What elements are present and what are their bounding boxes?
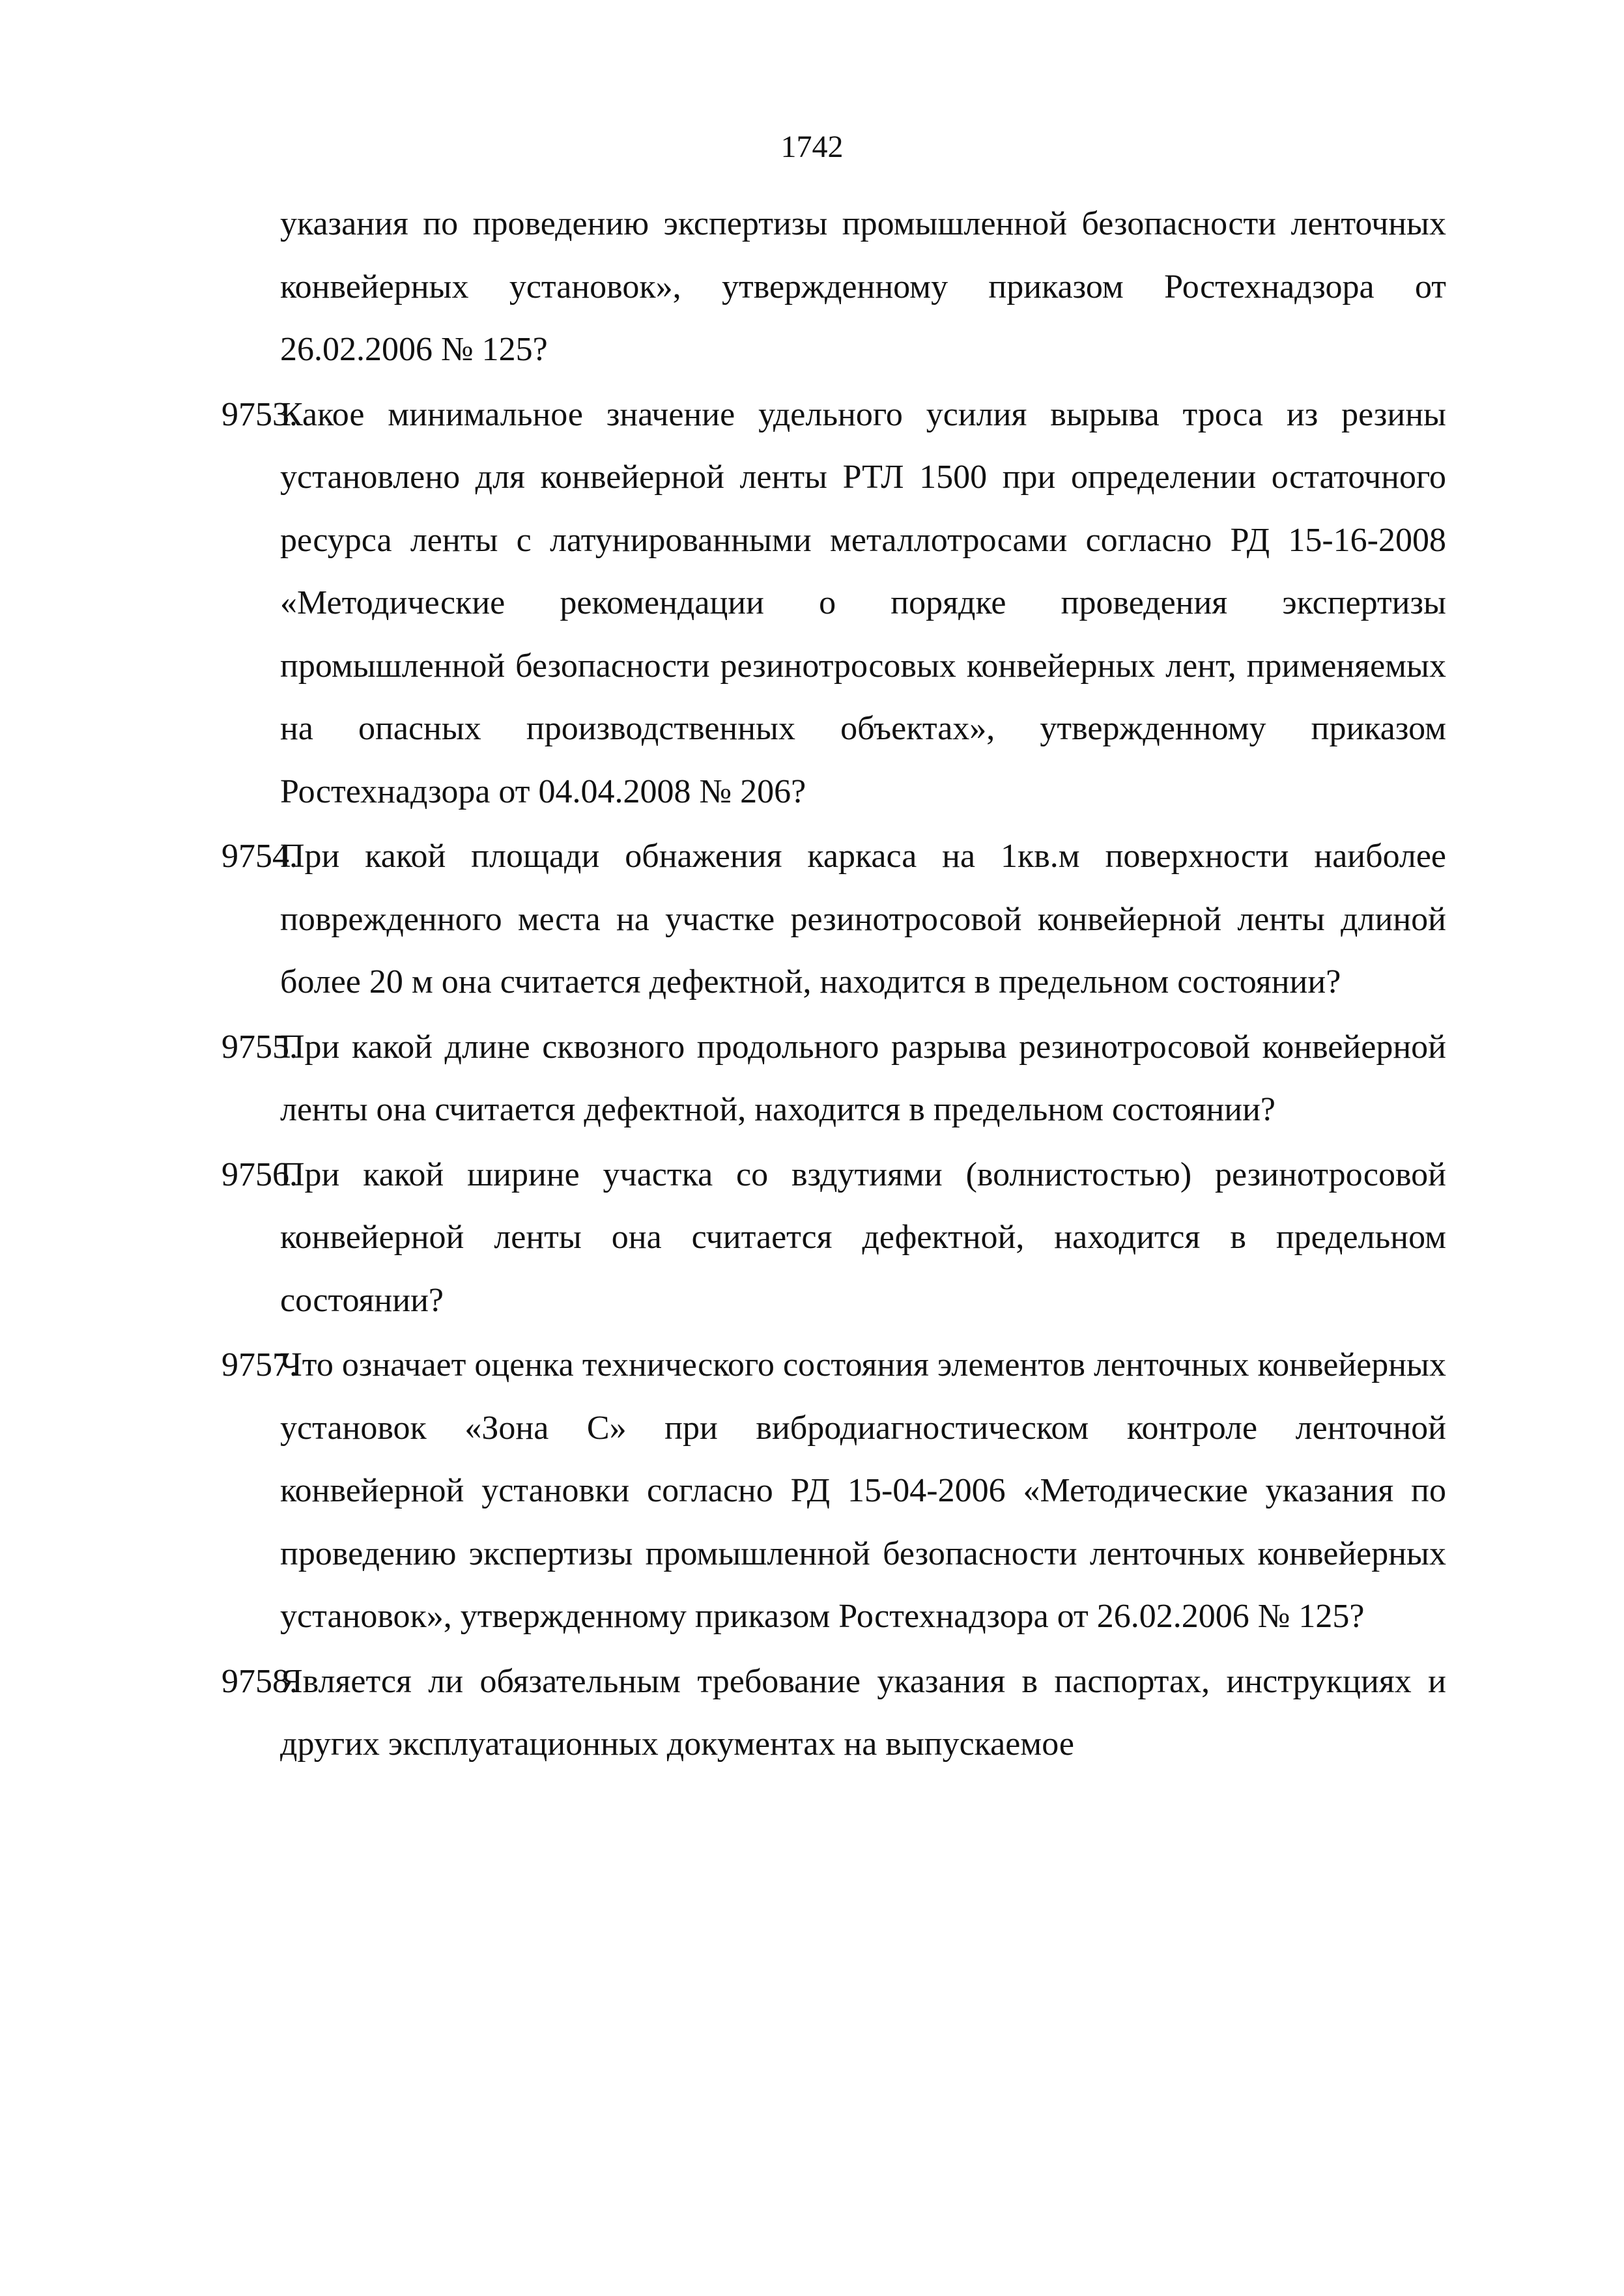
question-text (280, 1016, 1446, 1142)
question-number: 9756. (221, 1155, 298, 1193)
question-number: 9755. (221, 1028, 298, 1066)
page-number: 1742 (780, 130, 844, 164)
document-body (221, 193, 1446, 1778)
question-text-content: Что означает оценка технического состояния элементов ленточных конвейерных установок «Зона С» при вибродиагностическом контроле ленточной конвейерной установки согласно РД 15-04-2006 «Методические указания по проведению экспертизы промышленной безопасности ленточных конвейерных установок», утвержденному приказом Ростехнадзора от 26.02.2006 № 125? (280, 1346, 1446, 1635)
question-text-content: При какой ширине участка со вздутиями (волнистостью) резинотросовой конвейерной ленты она считается дефектной, находится в предельном состоянии? (280, 1155, 1446, 1319)
question-text-content: При какой площади обнажения каркаса на 1кв.м поверхности наиболее поврежденного места на участке резинотросовой конвейерной ленты длиной более 20 м она считается дефектной, находится в предельном состоянии? (280, 838, 1446, 1000)
question-item (221, 825, 1446, 1014)
question-number: 9757. (221, 1346, 298, 1383)
question-number: 9753. (221, 395, 298, 433)
question-text (280, 1144, 1446, 1333)
question-text-content: Какое минимальное значение удельного усилия вырыва троса из резины установлено для конвейерной ленты РТЛ 1500 при определении остаточного ресурса ленты с латунированными металлотросами согласно РД 15-16-2008 «Методические рекомендации о порядке проведения экспертизы промышленной безопасности резинотросовых конвейерных лент, применяемых на опасных производственных объектах», утвержденному приказом Ростехнадзора от 04.04.2008 № 206? (280, 395, 1446, 810)
question-item (221, 1334, 1446, 1649)
question-text (280, 384, 1446, 824)
question-text-content: При какой длине сквозного продольного разрыва резинотросовой конвейерной ленты она считается дефектной, находится в предельном состоянии? (280, 1028, 1446, 1128)
question-number: 9754. (221, 838, 298, 875)
question-text (280, 1334, 1446, 1649)
continuation-paragraph: указания по проведению экспертизы промышленной безопасности ленточных конвейерных установок», утвержденному приказом Ростехнадзора от 26.02.2006 № 125? (280, 205, 1446, 368)
question-text (280, 825, 1446, 1014)
question-number: 9758. (221, 1662, 298, 1700)
question-item (221, 1016, 1446, 1142)
question-item (221, 1651, 1446, 1776)
question-item (221, 384, 1446, 824)
question-text (280, 1651, 1446, 1776)
question-text-content: Является ли обязательным требование указания в паспортах, инструкциях и других эксплуатационных документах на выпускаемое (280, 1662, 1446, 1763)
question-item (221, 1144, 1446, 1333)
